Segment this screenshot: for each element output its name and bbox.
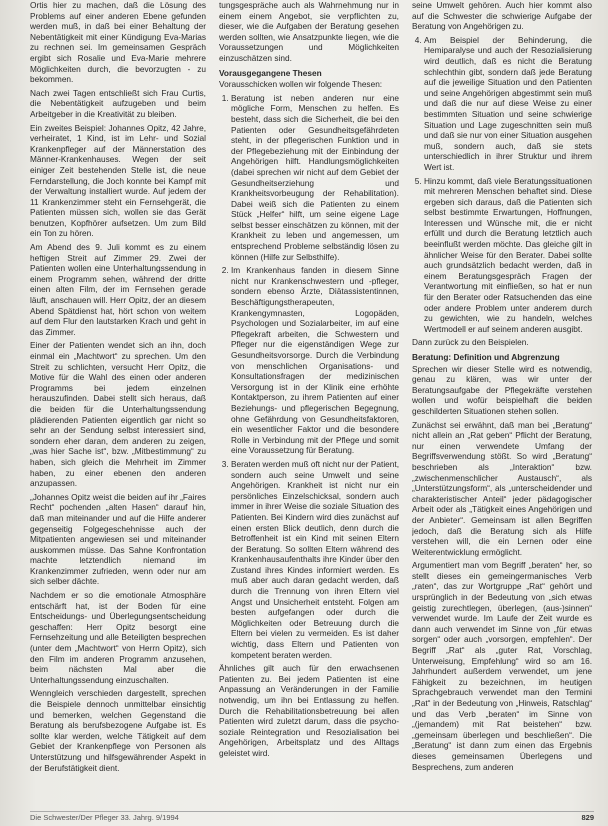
column-3 (412, 0, 592, 806)
paragraph: Dann zurück zu den Beispielen. (412, 337, 529, 348)
journal-citation: Die Schwester/Der Pfleger 33. Jahrg. 9/1994 (30, 813, 179, 822)
list-item: 5. Hinzu kommt, daß viele Beratungssituationen mit mehreren Menschen behaftet sind. Diese ergeben sich daraus, daß die Patienten sich selbst bestimmte Erwartungen, Hoffnungen, Interessen und Wünsche mit, die er nicht erfüllt und durch die Beratung letztlich auch beeinflußt werden möchte. Das gleiche gilt in ähnlicher Weise für den Berater. Dabei sollte auch grundsätzlich bedacht werden, daß in einem Beratungsgespräch Fragen der Verantwortung mit einfließen, so hat er nun für den Berater oder Ratsuchenden das eine oder andere Problem unter anderem durch zu gewichten, wie zu handeln, welches Wertmodell er auf seinem anderen ausgibt. (424, 176, 592, 335)
section-heading: Vorausgegangene Thesen (219, 67, 322, 78)
paragraph: Einer der Patienten wendet sich an ihn, doch einmal ein „Machtwort“ zu sprechen. Um den Streit zu schlichten, versucht Herr Opitz, die Motive für die Wahl des einen oder anderen Programms bei jedem einzelnen herauszufinden. Dabei stellt sich heraus, daß die beiden für die Unterhaltungssendung plädierenden Patienten eigentlich gar nicht so sehr an der Sendung selbst interessiert sind, sondern eher daran, dem anderen zu zeigen, „was hier Sache ist“, bzw. „Mitbestimmung“ zu haben, sich gleich die Mehrheit im Zimmer haben, zu einer ebenen den anderen anzupassen. (30, 340, 206, 489)
paragraph: Nachdem er so die emotionale Atmosphäre entschärft hat, ist der Boden für eine Entscheidungs- und Überlegungsentscheidung geschaffen: Herr Opitz besorgt eine Fernsehzeitung und alle Beteiligten besprechen (unter dem „Machtwort“ von Herrn Opitz), sich den Film im anderen Programm anzusehen, beim nächsten Mal aber die Unterhaltungssendung einzuschalten. (30, 590, 206, 685)
paragraph: tungsgespräche auch als Wahrnehmung nur in einem einem Angebot, sie verpflichten zu, dieser, wie die Aufgaben der Beratung gesehen werden sollten, wie Ansatzpunkte liegen, wie die Voraussetzungen und Möglichkeiten einzuschätzen sind. (219, 0, 399, 63)
column-1 (30, 0, 206, 806)
paragraph: „Johannes Opitz weist die beiden auf ihr „Faires Recht“ pochenden „alten Hasen“ darauf hin, daß man miteinander und auf die Hilfe anderer gegenseitig Folgegeschehnisse auch der Mitpatienten angewiesen sei und miteinander auskommen müsse. Das Sahne Konfrontation machte letztendlich niemand im Krankenzimmer zufrieden, wenn oder nur am sich selber dächte. (30, 491, 206, 587)
paragraph: Argumentiert man vom Begriff „beraten“ her, so stellt dieses ein gemeingermanisches Verb „raten“, das zur Wortgruppe „Rat“ gehört und ursprünglich in der Bedeutung von „sich etwas geistig zurechtlegen, überlegen, (aus-)sinnen“ verwendet wurde. Im Laufe der Zeit wurde es dann auch verwendet im Sinne von „für etwas sorgen“ oder auch „vorsorgen, empfehlen“. Der Begriff „Rat“ als „guter Rat, Vorschlag, Unterweisung, Empfehlung“ wird so am 16. Jahrhundert außerdem verwendet, um jene Fähigkeit zu bezeichnen, im heutigen Sprachgebrauch verwendet man den Termini „Rat“ in der Bedeutung von „Hinweis, Ratschlag“ und das Verb „beraten“ im Sinne von „(jemandem) mit Rat beistehen“ bzw. „gemeinsam überlegen und beschließen“. Die „Beratung“ ist dann zum einen das Ergebnis dieses gemeinsamen Überlegens und Besprechens, zum anderen (412, 560, 592, 772)
list-item: 3. Beraten werden muß oft nicht nur der Patient, sondern auch seine Umwelt und seine Angehörigen. Krankheit ist nicht nur ein persönliches Einzelschicksal, sondern auch immer in ihrer Weise die soziale Situation des Patienten. Bei Kindern wird dies zunächst auf einen ersten Blick deutlich, denn durch die Betroffenheit ist ein Kind mit seinen Eltern der Beratung. So sollten Eltern während des Krankenhausaufenthalts ihre Kinder über den Zustand ihres Kindes informiert werden. Es muß aber auch daran gedacht werden, daß durch die Trennung von ihren Eltern viel Angst und Unsicherheit entsteht. Folgen am besten aufgefangen oder durch die Möglichkeiten oder Betreuung durch die Eltern bei vielen zu vermeiden. Es ist daher wichtig, dass Eltern und Patienten von kompetent beraten werden. (231, 459, 399, 660)
paragraph: seine Umwelt gehören. Auch hier kommt also auf die Schwester die schwierige Aufgabe der Beratung von Angehörigen zu. (412, 0, 592, 32)
paragraph: Vorausschicken wollen wir folgende Thesen: (219, 79, 383, 90)
column-2 (219, 0, 399, 806)
page-number: 829 (581, 813, 594, 822)
paragraph: Ähnliches gilt auch für den erwachsenen Patienten zu. Bei jedem Patienten ist eine Anpassung an Veränderungen in der Familie notwendig, um ihn bei Entlassung zu helfen. Durch die Rehabilitationsbetreuung bei allen Patienten wird zuletzt darum, dass die psycho-soziale Reintegration und Resozialisation bei Angehörigen, Arbeitsplatz und des Alltags geleistet wird. (219, 663, 399, 758)
thesis-list-continued (412, 35, 592, 335)
list-item: 1. Beratung ist neben anderen nur eine mögliche Form, Menschen zu helfen. Es besteht, dass sich die Sicherheit, die bei den Patienten oder Gesundheitsgefährdeten steht, in der pflegerischen Funktion und in der Pflegebeziehung mit der Einbindung der Angehörigen hilft. Handlungsmöglichkeiten (dabei sprechen wir nicht auf dem Gebiet der Gesundheitserziehung und Krankheitsvorbeugung der Rehabilitation). Dabei weiß sich die Patienten zu einem Stück „Helfer“ hilft, um seine eigene Lage selbst besser einschätzen zu können, mit der Krankheit zu leben und angemessen, um entsprechend Probleme selbständig lösen zu können (Hilfe zur Selbsthilfe). (231, 93, 399, 263)
paragraph: Zunächst sei erwähnt, daß man bei „Beratung“ nicht allein an „Rat geben“ Pflicht der Beratung, nur einen verwendete Umfang der Begriffsverwendung stößt. So wird „Beratung“ beschrieben als „Interaktion“ bzw. „zwischenmenschlicher Austausch“, als „Unterstützungsform“, als „unterscheidender und charakteristischer Anteil“ jeder pädagogischer Arbeit oder als „Tätigkeit eines Angehörigen und der Anbieter“. Gemeinsam ist allen Begriffen jedoch, daß die Beratung sich als Hilfe verstehen will, die ein Lernen oder eine Weiterentwicklung ermöglicht. (412, 419, 592, 557)
paragraph: Wenngleich verschieden dargestellt, sprechen die Beispiele dennoch unmittelbar einsichtig und bemerken, welchen Gegenstand die Beratung als berufsbezogene Aufgabe ist. Es sollte klar werden, welche Tätigkeit auf dem Gebiet der Krankenpflege von Personen als Unterstützung und hilfsgewährender Aspekt in der Berufstätigkeit dient. (30, 688, 206, 773)
list-item: 2. Im Krankenhaus fanden in diesem Sinne nicht nur Krankenschwestern und -pfleger, sondern ebenso Ärzte, Diätassistentinnen, Beschäftigungstherapeuten, Krankengymnasten, Logopäden, Psychologen und Sozialarbeiter, im auf eine Pflegekraft arbeiten, die Schwestern und Pfleger nur die eigenständigen Wege zur Gesundheitsvorsorge. Durch die Verbindung von menschlichen Organisations- und Konsultationsfragen der medizinischen Versorgung ist in der Klinik eine erhöhte Kontaktperson, zu ihrem Patienten auf einer Beziehungs- und pflegerischen Begegnung, ohne Gefährdung von Gesundheitsfaktoren, ein wesentlicher Faktor und die besondere Rolle in Verbindung mit der Pflege und somit eine Voraussetzung für Beratung. (231, 265, 399, 456)
section-heading: Beratung: Definition und Abgrenzung (412, 352, 560, 362)
page-footer (30, 811, 594, 824)
list-item: 4. Am Beispiel der Behinderung, die Hemiparalyse und auch der Resozialisierung wird deutlich, daß es nicht die Beratung schlechthin gibt, sondern daß jede Beratung auf die jeweilige Situation und den Patienten und seine Angehörigen abgestimmt sein muß und daß die nur auf diese Weise zu einer bestimmten Situation und seine schwierige Situation und Lage zugeschnitten sein muß und daß sie nur von einer Situation ausgehen muß, sondern auch, daß sie stets unterschiedlich in ihrer Struktur und ihrem Wert ist. (424, 35, 592, 173)
paragraph: Ortis hier zu machen, daß die Lösung des Problems auf einer anderen Ebene gefunden werden muß, in daß bei einer Behaltung der Nebentätigkeit mit einer Kündigung Eva-Marias zu rechnen sei. Im gemeinsamen Gespräch ergibt sich Rosalie und Eva-Marie mehrere Möglichkeiten durch, die bevorzugten - zu bekommen. (30, 0, 206, 85)
paragraph: Ein zweites Beispiel: Johannes Opitz, 42 Jahre, verheiratet, 1 Kind, ist im Lehr- und Sozial Krankenpfleger auf der Männerstation des Männer-Krankenhauses. Wegen der seit einiger Zeit bestehenden Stelle ist, die neue Ferndarstellung, die Joch konnte bei Kampf mit der Verwaltung installiert wurde. Auf jedem der 11 Krankenzimmer steht ein Fernsehgerät, die Patienten müssen sich, wollen sie das Gerät benutzen, Kopfhörer aufsetzen. Um zum Bild ein Ton zu hören. (30, 122, 206, 239)
paragraph: Am Abend des 9. Juli kommt es zu einem heftigen Streit auf Zimmer 29. Zwei der Patienten wollen eine Unterhaltungssendung in einem Programm sehen, während der dritte einen alten Film, der im Fernsehen gerade läuft, anschauen will. Herr Opitz, der an diesem Abend Spätdienst hat, hört schon von weitem auf dem Flur den lautstarken Krach und geht in das Zimmer. (30, 242, 206, 337)
paragraph: Nach zwei Tagen entschließt sich Frau Curtis, die Nebentätigkeit aufzugeben und beim Arbeitgeber in die Kreativität zu bleiben. (30, 87, 206, 119)
paragraph: Sprechen wir dieser Stelle wird es notwendig, genau zu klären, was wir unter der Beratungsaufgabe der Pflegekräfte verstehen wollen und wofür beispielhaft die beiden geschilderten Situationen stehen sollen. (412, 363, 592, 416)
thesis-list (219, 93, 399, 660)
